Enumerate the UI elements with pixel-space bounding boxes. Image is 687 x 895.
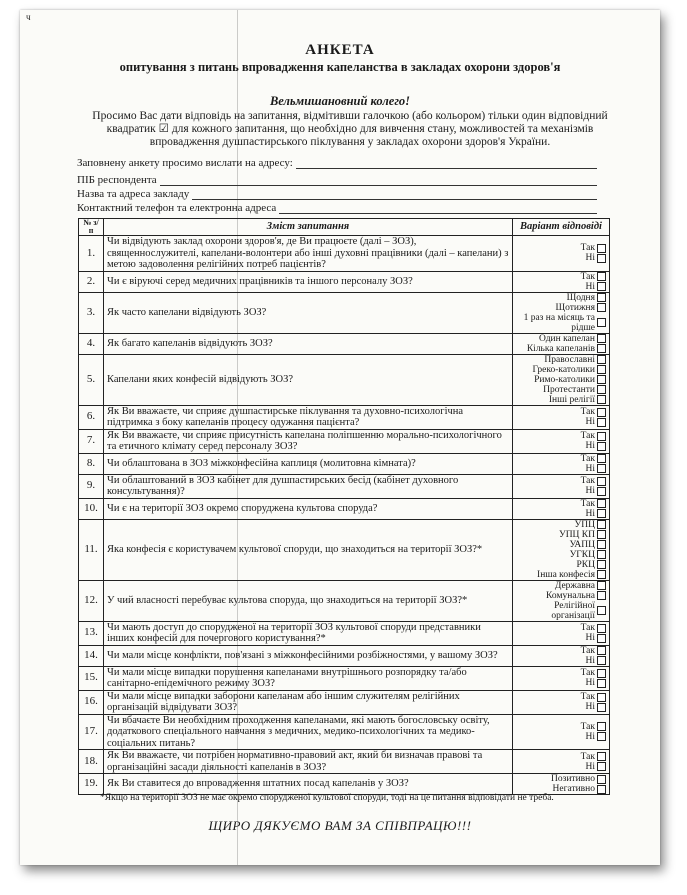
question-text: Як Ви вважаєте, чи сприяє присутність капелана поліпшенню морально-психологічного та етичного клімату серед персоналу ЗОЗ? <box>104 429 513 453</box>
answer-option-label: Ні <box>585 486 595 496</box>
answer-option-label: Негативно <box>552 784 595 794</box>
question-text: Чи мали місце випадки порушення капеланами внутрішнього розпорядку та/або санітарно-епідемічного режиму ЗОЗ? <box>104 666 513 690</box>
answer-options <box>513 666 610 690</box>
question-text: Чи облаштований в ЗОЗ кабінет для душпастирських бесід (кабінет духовного консультування)? <box>104 474 513 498</box>
answer-option-label: Ні <box>585 655 595 666</box>
column-header-answer: Варіант відповіді <box>513 219 610 236</box>
table-row <box>79 333 610 354</box>
question-number: 7. <box>79 429 104 453</box>
answer-option-label: Інші релігії <box>548 394 595 405</box>
answer-checkbox[interactable] <box>597 732 606 741</box>
answer-option[interactable] <box>516 385 606 395</box>
question-number: 2. <box>79 271 104 292</box>
answer-option[interactable] <box>516 476 606 486</box>
answer-options <box>513 271 610 292</box>
answer-option[interactable] <box>516 313 606 333</box>
answer-checkbox[interactable] <box>597 703 606 712</box>
answer-option[interactable] <box>516 668 606 678</box>
answer-option[interactable] <box>516 774 606 784</box>
answer-option[interactable] <box>516 623 606 633</box>
answer-option[interactable] <box>516 375 606 385</box>
answer-option[interactable] <box>516 355 606 365</box>
answer-options <box>513 774 610 795</box>
answer-options <box>513 714 610 750</box>
pib-label: ПІБ респондента <box>77 174 157 186</box>
answer-option[interactable] <box>516 591 606 601</box>
table-row <box>79 750 610 774</box>
answer-option[interactable] <box>516 520 606 530</box>
answer-option[interactable] <box>516 646 606 656</box>
question-text: Як часто капелани відвідують ЗОЗ? <box>104 292 513 333</box>
answer-checkbox[interactable] <box>597 581 606 590</box>
question-text: Чи мали місце конфлікти, пов'язані з міжконфесійними розбіжностями, у вашому ЗОЗ? <box>104 645 513 666</box>
answer-checkbox[interactable] <box>597 762 606 771</box>
answer-option-label: Так <box>580 692 595 702</box>
answer-option-label: Ні <box>585 463 595 474</box>
answer-options <box>513 580 610 621</box>
question-number: 18. <box>79 750 104 774</box>
answer-option[interactable] <box>516 732 606 742</box>
answer-option-label: Так <box>580 271 595 282</box>
thanks-message: ЩИРО ДЯКУЄМО ВАМ ЗА СПІВПРАЦЮ!!! <box>208 818 472 833</box>
answer-options <box>513 519 610 580</box>
question-text: Чи є віруючі серед медичних працівників та іншого персоналу ЗОЗ? <box>104 271 513 292</box>
answer-option[interactable] <box>516 560 606 570</box>
table-row <box>79 666 610 690</box>
answer-checkbox[interactable] <box>597 646 606 655</box>
question-number: 19. <box>79 774 104 795</box>
question-text: Яка конфесія є користувачем культової споруди, що знаходиться на території ЗОЗ?* <box>104 519 513 580</box>
answer-checkbox[interactable] <box>597 591 606 600</box>
answer-option-label: Так <box>580 243 595 254</box>
answer-checkbox[interactable] <box>597 634 606 643</box>
table-row <box>79 405 610 429</box>
question-text: Чи мають доступ до спорудженої на території ЗОЗ культової споруди представники інших конфесій для почергового користування?* <box>104 621 513 645</box>
answer-checkbox[interactable] <box>597 530 606 539</box>
answer-checkbox[interactable] <box>597 693 606 702</box>
answer-option-label: Релігійної організації <box>551 600 595 621</box>
answer-checkbox[interactable] <box>597 408 606 417</box>
answer-option-label: Ні <box>585 417 595 427</box>
table-row <box>79 498 610 519</box>
answer-option[interactable] <box>516 633 606 643</box>
questionnaire-sheet <box>20 10 660 865</box>
question-number: 5. <box>79 354 104 405</box>
answer-option-label: Так <box>580 668 595 678</box>
question-text: У чий власності перебуває культова споруда, що знаходиться на території ЗОЗ?* <box>104 580 513 621</box>
answer-option-label: Римо-католики <box>534 374 595 385</box>
answer-checkbox[interactable] <box>597 375 606 384</box>
answer-option-label: Ні <box>585 678 595 688</box>
facility-label: Назва та адреса закладу <box>77 188 190 200</box>
answer-option-label: Ні <box>585 761 595 772</box>
answer-option-label: Так <box>580 721 595 732</box>
answer-checkbox[interactable] <box>597 722 606 731</box>
contact-line[interactable] <box>279 203 597 214</box>
answer-checkbox[interactable] <box>597 669 606 678</box>
answer-option-label: Щодня <box>566 292 595 303</box>
answer-option-label: Так <box>580 476 595 486</box>
answer-option-label: Так <box>580 623 595 633</box>
answer-option[interactable] <box>516 441 606 451</box>
answer-option-label: РКЦ <box>576 559 595 570</box>
question-text: Чи є на території ЗОЗ окремо споруджена культова споруда? <box>104 498 513 519</box>
answer-options <box>513 236 610 272</box>
answer-checkbox[interactable] <box>597 752 606 761</box>
footnote: *Якщо на території ЗОЗ не має окремо спорудженої культової споруди, тоді на це питання відповідати не треба. <box>100 793 554 803</box>
answer-option-label: УПЦ <box>574 519 595 530</box>
answer-checkbox[interactable] <box>597 432 606 441</box>
answer-option-label: УГКЦ <box>569 549 595 560</box>
answer-checkbox[interactable] <box>597 303 606 312</box>
table-row <box>79 271 610 292</box>
answer-checkbox[interactable] <box>597 355 606 364</box>
answer-checkbox[interactable] <box>597 656 606 665</box>
answer-checkbox[interactable] <box>597 334 606 343</box>
answer-option-label: Один капелан <box>538 333 595 344</box>
contact-field <box>77 202 597 214</box>
document-title: АНКЕТА <box>305 42 375 58</box>
answer-option[interactable] <box>516 282 606 292</box>
answer-option[interactable] <box>516 692 606 702</box>
answer-option-label: Так <box>580 407 595 417</box>
questions-table <box>78 218 610 795</box>
question-text: Капелани яких конфесій відвідують ЗОЗ? <box>104 354 513 405</box>
answer-checkbox[interactable] <box>597 385 606 394</box>
table-row <box>79 690 610 714</box>
table-row <box>79 292 610 333</box>
facility-line[interactable] <box>192 189 597 200</box>
answer-options <box>513 498 610 519</box>
column-header-number: № з/п <box>79 219 104 236</box>
answer-checkbox[interactable] <box>597 624 606 633</box>
question-text: Як Ви ставитеся до впровадження штатних посад капеланів у ЗОЗ? <box>104 774 513 795</box>
question-number: 11. <box>79 519 104 580</box>
answer-option[interactable] <box>516 570 606 580</box>
answer-option-label: Щотижня <box>555 302 595 313</box>
facility-field <box>77 188 597 200</box>
answer-option-label: Так <box>580 453 595 464</box>
answer-option[interactable] <box>516 540 606 550</box>
answer-options <box>513 429 610 453</box>
answer-option-label: Ні <box>585 731 595 742</box>
answer-option[interactable] <box>516 417 606 427</box>
answer-option-label: Інша конфесія <box>537 569 595 580</box>
answer-option[interactable] <box>516 509 606 519</box>
table-row <box>79 774 610 795</box>
answer-checkbox[interactable] <box>597 550 606 559</box>
question-number: 6. <box>79 405 104 429</box>
answer-option[interactable] <box>516 581 606 591</box>
answer-checkbox[interactable] <box>597 272 606 281</box>
answer-options <box>513 453 610 474</box>
answer-option[interactable] <box>516 702 606 712</box>
answer-option-label: Так <box>580 498 595 509</box>
answer-option[interactable] <box>516 454 606 464</box>
question-number: 12. <box>79 580 104 621</box>
answer-option[interactable] <box>516 293 606 303</box>
answer-checkbox[interactable] <box>597 293 606 302</box>
greeting: Вельмишановний колего! <box>269 94 411 108</box>
answer-checkbox[interactable] <box>597 442 606 451</box>
answer-options <box>513 333 610 354</box>
answer-option[interactable] <box>516 752 606 762</box>
answer-checkbox[interactable] <box>597 570 606 579</box>
answer-option[interactable] <box>516 464 606 474</box>
send-address-field <box>77 157 597 169</box>
send-address-line[interactable] <box>296 158 597 169</box>
answer-options <box>513 645 610 666</box>
question-number: 14. <box>79 645 104 666</box>
answer-options <box>513 474 610 498</box>
answer-option-label: Протестанти <box>543 384 595 395</box>
answer-checkbox[interactable] <box>597 560 606 569</box>
table-row <box>79 621 610 645</box>
answer-option-label: Так <box>580 431 595 441</box>
table-row <box>79 236 610 272</box>
table-row <box>79 429 610 453</box>
question-text: Чи облаштована в ЗОЗ міжконфесійна каплиця (молитовна кімната)? <box>104 453 513 474</box>
answer-checkbox[interactable] <box>597 418 606 427</box>
answer-option[interactable] <box>516 253 606 263</box>
answer-option-label: Комунальна <box>546 590 595 601</box>
column-header-content: Зміст запитання <box>104 219 513 236</box>
answer-option[interactable] <box>516 601 606 621</box>
contact-label: Контактний телефон та електронна адреса <box>77 202 277 214</box>
answer-option-label: Ні <box>585 253 595 264</box>
answer-options <box>513 405 610 429</box>
answer-option[interactable] <box>516 243 606 253</box>
answer-option[interactable] <box>516 407 606 417</box>
answer-option[interactable] <box>516 762 606 772</box>
answer-checkbox[interactable] <box>597 282 606 291</box>
question-number: 15. <box>79 666 104 690</box>
answer-checkbox[interactable] <box>597 606 606 615</box>
answer-checkbox[interactable] <box>597 499 606 508</box>
table-header-row <box>79 219 610 236</box>
answer-checkbox[interactable] <box>597 679 606 688</box>
answer-checkbox[interactable] <box>597 244 606 253</box>
answer-checkbox[interactable] <box>597 365 606 374</box>
pib-field <box>77 174 597 186</box>
answer-checkbox[interactable] <box>597 477 606 486</box>
table-row <box>79 714 610 750</box>
question-number: 17. <box>79 714 104 750</box>
answer-checkbox[interactable] <box>597 344 606 353</box>
answer-option-label: Ні <box>585 633 595 643</box>
answer-option[interactable] <box>516 395 606 405</box>
answer-option[interactable] <box>516 722 606 732</box>
answer-checkbox[interactable] <box>597 395 606 404</box>
answer-checkbox[interactable] <box>597 454 606 463</box>
table-row <box>79 354 610 405</box>
answer-options <box>513 750 610 774</box>
corner-mark: ч <box>26 12 31 22</box>
answer-option[interactable] <box>516 530 606 540</box>
table-row <box>79 453 610 474</box>
question-number: 1. <box>79 236 104 272</box>
question-number: 16. <box>79 690 104 714</box>
answer-option-label: Ні <box>585 441 595 451</box>
answer-options <box>513 292 610 333</box>
table-row <box>79 474 610 498</box>
answer-option-label: Державна <box>554 580 595 591</box>
answer-checkbox[interactable] <box>597 318 606 327</box>
answer-option-label: Позитивно <box>550 774 595 784</box>
answer-options <box>513 621 610 645</box>
answer-option-label: УПЦ КП <box>558 529 595 540</box>
answer-checkbox[interactable] <box>597 487 606 496</box>
question-text: Як Ви вважаєте, чи потрібен нормативно-правовий акт, який би визначав правові та організаційні засади діяльності капеланів в ЗОЗ? <box>104 750 513 774</box>
question-number: 3. <box>79 292 104 333</box>
document-subtitle: опитування з питань впровадження капеланства в закладах охорони здоров'я <box>119 60 561 74</box>
question-text: Як Ви вважаєте, чи сприяє душпастирське піклування та духовно-психологічна підтримка з боку капеланів процесу одужання пацієнта? <box>104 405 513 429</box>
answer-option[interactable] <box>516 303 606 313</box>
answer-option[interactable] <box>516 656 606 666</box>
send-address-label: Заповнену анкету просимо вислати на адресу: <box>77 157 293 169</box>
question-text: Чи відвідують заклад охорони здоров'я, де Ви працюєте (далі – ЗОЗ), священнослужителі, капелани-волонтери або інші духовні працівники (далі – капелани) з метою задоволення релігійних потреб пацієнтів? <box>104 236 513 272</box>
answer-option-label: Ні <box>585 281 595 292</box>
questions-body <box>79 236 610 795</box>
answer-option-label: 1 раз на місяць та рідше <box>523 312 595 333</box>
answer-options <box>513 354 610 405</box>
answer-option[interactable] <box>516 431 606 441</box>
answer-checkbox[interactable] <box>597 775 606 784</box>
answer-checkbox[interactable] <box>597 509 606 518</box>
answer-option[interactable] <box>516 678 606 688</box>
question-number: 10. <box>79 498 104 519</box>
intro-paragraph: Просимо Вас дати відповідь на запитання, відмітивши галочкою (або кольором) тільки один відповідний квадратик ☑ для кожного запитання, що необхідно для вивчення стану, можливостей та механізмів впровадження душпастирського піклування у закладах охорони здоров'я України. <box>92 110 608 148</box>
answer-option-label: Кілька капеланів <box>526 343 595 354</box>
answer-checkbox[interactable] <box>597 540 606 549</box>
question-number: 4. <box>79 333 104 354</box>
question-text: Як багато капеланів відвідують ЗОЗ? <box>104 333 513 354</box>
question-number: 13. <box>79 621 104 645</box>
question-text: Чи мали місце випадки заборони капеланам або іншим служителям релігійних організацій відвідувати ЗОЗ? <box>104 690 513 714</box>
answer-option-label: УАПЦ <box>569 539 595 550</box>
answer-option-label: Православні <box>544 354 595 365</box>
pib-line[interactable] <box>160 175 597 186</box>
answer-option[interactable] <box>516 344 606 354</box>
question-number: 8. <box>79 453 104 474</box>
answer-option-label: Так <box>580 645 595 656</box>
answer-option[interactable] <box>516 550 606 560</box>
question-number: 9. <box>79 474 104 498</box>
answer-checkbox[interactable] <box>597 520 606 529</box>
table-row <box>79 580 610 621</box>
answer-option-label: Так <box>580 751 595 762</box>
table-row <box>79 519 610 580</box>
answer-option-label: Греко-католики <box>532 364 595 375</box>
answer-option[interactable] <box>516 272 606 282</box>
question-text: Чи вбачаєте Ви необхідним проходження капеланами, які мають богословську освіту, додаткового спеціального навчання з медичних, медико-психологічних та медико-соціальних питань? <box>104 714 513 750</box>
answer-option[interactable] <box>516 499 606 509</box>
answer-option[interactable] <box>516 486 606 496</box>
answer-option[interactable] <box>516 365 606 375</box>
answer-checkbox[interactable] <box>597 464 606 473</box>
table-row <box>79 645 610 666</box>
answer-option[interactable] <box>516 334 606 344</box>
answer-option-label: Ні <box>585 508 595 519</box>
answer-checkbox[interactable] <box>597 254 606 263</box>
answer-option-label: Ні <box>585 702 595 712</box>
answer-options <box>513 690 610 714</box>
